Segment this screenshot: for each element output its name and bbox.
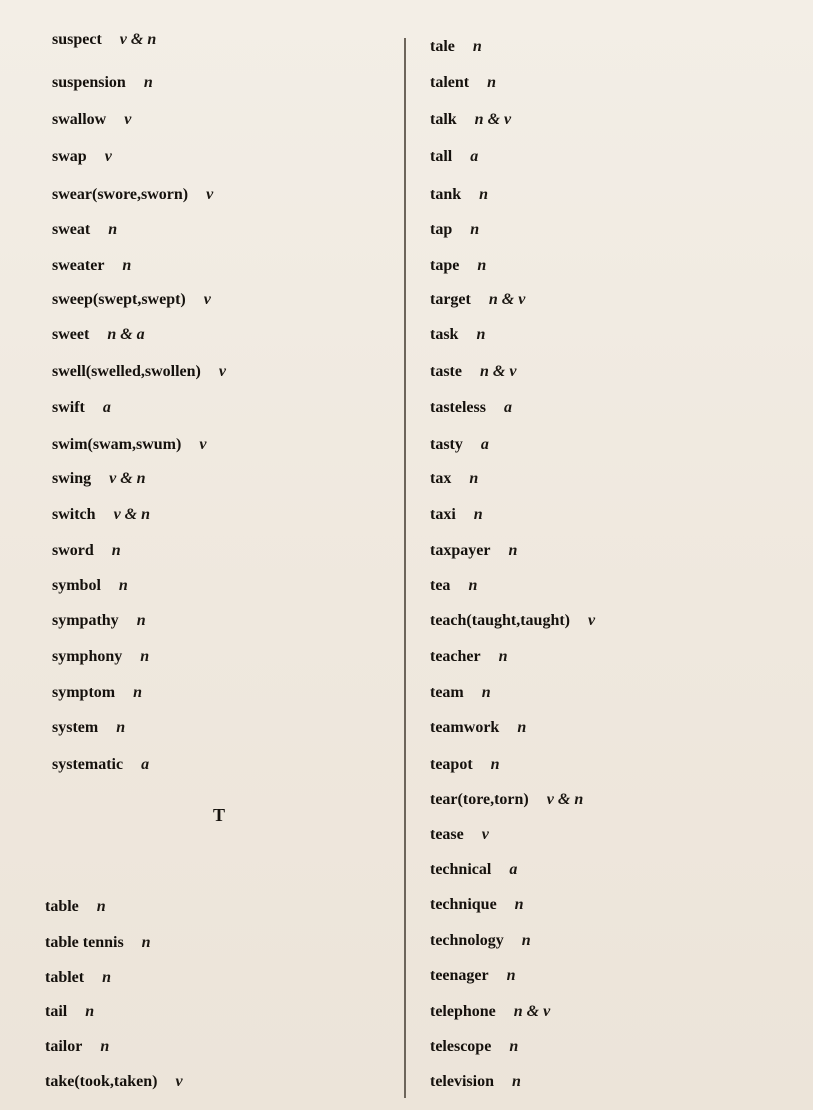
entry-word: sword — [52, 542, 94, 559]
entry-pos: v — [588, 612, 596, 629]
entry-word: team — [430, 684, 464, 701]
entry-word: sweater — [52, 257, 105, 274]
entry-pos: n — [514, 896, 524, 913]
entry-word: tale — [430, 38, 455, 55]
entry-word: symbol — [52, 577, 101, 594]
entry-teacher — [430, 643, 508, 671]
entry-table-tennis — [45, 929, 151, 957]
entry-word: tease — [430, 826, 464, 843]
entry-word: taxi — [430, 506, 456, 523]
entry-pos: n — [116, 719, 126, 736]
entry-pos: v — [481, 826, 489, 843]
entry-word: swallow — [52, 111, 107, 128]
entry-word: teenager — [430, 967, 489, 984]
entry-word: taste — [430, 363, 462, 380]
entry-tasty — [430, 431, 489, 459]
entry-talent — [430, 69, 496, 97]
entry-word: table tennis — [45, 934, 124, 951]
entry-word: swap — [52, 148, 87, 165]
entry-team — [430, 679, 491, 707]
entry-sweat — [52, 216, 117, 244]
entry-symbol — [52, 572, 128, 600]
entry-tale — [430, 33, 482, 61]
entry-system — [52, 714, 125, 742]
entry-word: teapot — [430, 756, 473, 773]
entry-word: tax — [430, 470, 452, 487]
entry-word: suspect — [52, 31, 102, 48]
entry-swing — [52, 465, 146, 493]
entry-swear — [52, 181, 213, 209]
entry-pos: v & n — [109, 470, 146, 487]
entry-word: swift — [52, 399, 85, 416]
entry-pos: n — [472, 38, 482, 55]
entry-pos: n — [136, 612, 146, 629]
entry-pos: n — [490, 756, 500, 773]
entry-pos: n — [96, 898, 106, 915]
entry-tape — [430, 252, 486, 280]
entry-symphony — [52, 643, 149, 671]
entry-tasteless — [430, 394, 512, 422]
entry-pos: n — [469, 470, 479, 487]
entry-pos: n — [133, 684, 143, 701]
entry-sweep — [52, 286, 211, 314]
entry-pos: n — [473, 506, 483, 523]
entry-pos: n — [498, 648, 508, 665]
entry-pos: a — [102, 399, 111, 416]
entry-sword — [52, 537, 121, 565]
entry-pos: a — [503, 399, 512, 416]
left-column — [0, 0, 404, 1110]
entry-word: suspension — [52, 74, 126, 91]
entry-pos: n & v — [479, 363, 517, 380]
entry-talk — [430, 106, 511, 134]
entry-word: tasteless — [430, 399, 486, 416]
entry-pos: v — [206, 186, 214, 203]
entry-pos: n — [477, 257, 487, 274]
entry-swift — [52, 394, 111, 422]
entry-word: swing — [52, 470, 92, 487]
entry-table — [45, 893, 106, 921]
entry-tax — [430, 465, 478, 493]
entry-word: sweep(swept,swept) — [52, 291, 186, 308]
entry-pos: v — [199, 436, 207, 453]
entry-word: sympathy — [52, 612, 119, 629]
entry-suspension — [52, 69, 153, 97]
entry-teapot — [430, 751, 500, 779]
entry-pos: n — [85, 1003, 95, 1020]
entry-word: system — [52, 719, 99, 736]
entry-pos: a — [509, 861, 518, 878]
section-letter: T — [213, 805, 226, 825]
entry-tablet — [45, 964, 111, 992]
entry-pos: n — [143, 74, 153, 91]
entry-pos: n — [487, 74, 497, 91]
entry-pos: n — [108, 221, 118, 238]
entry-tap — [430, 216, 479, 244]
entry-word: take(took,taken) — [45, 1073, 158, 1090]
entry-taxpayer — [430, 537, 517, 565]
entry-telephone — [430, 998, 550, 1026]
entry-word: tall — [430, 148, 453, 165]
entry-target — [430, 286, 525, 314]
entry-word: technique — [430, 896, 497, 913]
entry-pos: n — [521, 932, 531, 949]
entry-tank — [430, 181, 488, 209]
entry-word: telescope — [430, 1038, 492, 1055]
entry-pos: v & n — [113, 506, 151, 523]
entry-pos: a — [480, 436, 489, 453]
entry-word: technical — [430, 861, 492, 878]
entry-pos: a — [470, 148, 479, 165]
entry-teamwork — [430, 714, 526, 742]
entry-word: tea — [430, 577, 451, 594]
entry-symptom — [52, 679, 142, 707]
entry-tall — [430, 143, 478, 171]
entry-technique — [430, 891, 524, 919]
entry-word: sweet — [52, 326, 90, 343]
entry-pos: n — [118, 577, 128, 594]
entry-sweet — [52, 321, 145, 349]
entry-pos: n — [140, 648, 150, 665]
entry-pos: n — [506, 967, 516, 984]
entry-switch — [52, 501, 150, 529]
entry-word: table — [45, 898, 79, 915]
entry-word: talent — [430, 74, 470, 91]
entry-pos: v & n — [546, 791, 584, 808]
entry-tease — [430, 821, 489, 849]
entry-word: task — [430, 326, 459, 343]
entry-teach — [430, 607, 595, 635]
entry-word: teacher — [430, 648, 481, 665]
entry-pos: n — [509, 1038, 519, 1055]
entry-word: tape — [430, 257, 460, 274]
entry-word: television — [430, 1073, 494, 1090]
entry-pos: n — [481, 684, 491, 701]
entry-word: target — [430, 291, 471, 308]
entry-word: tank — [430, 186, 462, 203]
entry-teenager — [430, 962, 516, 990]
entry-word: tail — [45, 1003, 68, 1020]
entry-pos: n — [470, 221, 480, 238]
entry-pos: n — [517, 719, 527, 736]
entry-pos: n — [102, 969, 112, 986]
entry-pos: n — [508, 542, 518, 559]
entry-word: swim(swam,swum) — [52, 436, 182, 453]
entry-pos: v — [218, 363, 226, 380]
entry-word: tailor — [45, 1038, 83, 1055]
entry-pos: v & n — [119, 31, 157, 48]
right-column — [406, 0, 813, 1110]
entry-word: technology — [430, 932, 504, 949]
entry-tear — [430, 786, 583, 814]
entry-pos: v — [124, 111, 132, 128]
entry-word: switch — [52, 506, 96, 523]
entry-taxi — [430, 501, 483, 529]
entry-tail — [45, 998, 94, 1026]
entry-word: tablet — [45, 969, 85, 986]
entry-pos: a — [141, 756, 150, 773]
entry-suspect — [52, 26, 156, 54]
entry-pos: v — [175, 1073, 183, 1090]
entry-sympathy — [52, 607, 146, 635]
entry-pos: n & v — [488, 291, 526, 308]
entry-technical — [430, 856, 517, 884]
entry-pos: n & v — [513, 1003, 551, 1020]
entry-word: taxpayer — [430, 542, 491, 559]
entry-word: symphony — [52, 648, 123, 665]
entry-word: sweat — [52, 221, 91, 238]
entry-swim — [52, 431, 206, 459]
entry-word: swell(swelled,swollen) — [52, 363, 201, 380]
entry-pos: n — [476, 326, 486, 343]
entry-telescope — [430, 1033, 518, 1061]
entry-pos: n — [111, 542, 121, 559]
entry-word: systematic — [52, 756, 124, 773]
entry-word: tasty — [430, 436, 463, 453]
entry-swell — [52, 358, 226, 386]
entry-tea — [430, 572, 477, 600]
entry-pos: n — [512, 1073, 521, 1090]
entry-technology — [430, 927, 531, 955]
entry-pos: n — [141, 934, 151, 951]
entry-pos: n — [479, 186, 489, 203]
entry-word: tear(tore,torn) — [430, 791, 529, 808]
entry-word: teamwork — [430, 719, 500, 736]
entry-pos: v — [203, 291, 211, 308]
entry-word: swear(swore,sworn) — [52, 186, 189, 203]
entry-swallow — [52, 106, 131, 134]
entry-television — [430, 1068, 521, 1096]
entry-word: talk — [430, 111, 457, 128]
entry-pos: n — [100, 1038, 110, 1055]
entry-tailor — [45, 1033, 109, 1061]
entry-take — [45, 1068, 183, 1096]
entry-task — [430, 321, 485, 349]
entry-word: tap — [430, 221, 453, 238]
entry-taste — [430, 358, 516, 386]
entry-word: telephone — [430, 1003, 496, 1020]
entry-word: teach(taught,taught) — [430, 612, 570, 629]
entry-word: symptom — [52, 684, 116, 701]
entry-pos: n — [468, 577, 478, 594]
entry-pos: n & a — [107, 326, 145, 343]
entry-sweater — [52, 252, 131, 280]
entry-pos: n — [122, 257, 132, 274]
entry-swap — [52, 143, 112, 171]
entry-pos: n & v — [474, 111, 512, 128]
entry-systematic — [52, 751, 149, 779]
entry-pos: v — [104, 148, 112, 165]
